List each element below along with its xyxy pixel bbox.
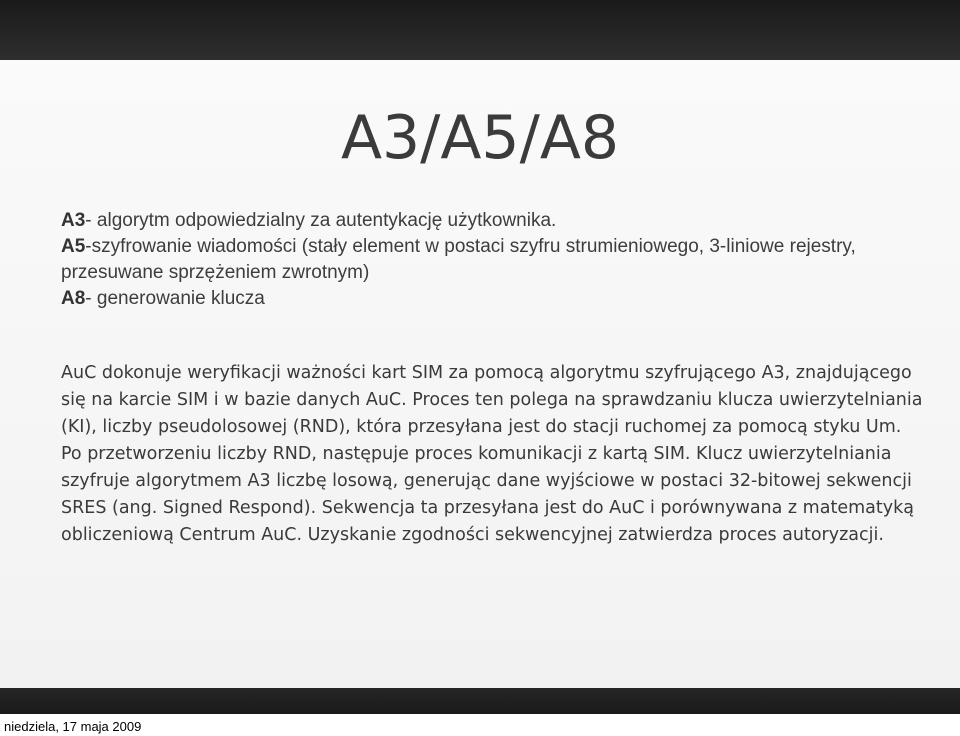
definition-text: - algorytm odpowiedzialny za autentykację użytkownika. [85, 210, 557, 231]
body-paragraph: AuC dokonuje weryfikacji ważności kart SIM za pomocą algorytmu szyfrującego A3, znajdującego się na karcie SIM i w bazie danych AuC. Proces ten polega na sprawdzaniu klucza uwierzytelniania (KI), liczby pseudolosowej (RND), która przesyłana jest do stacji ruchomej za pomocą styku Um. Po przetworzeniu liczby RND, następuje proces komunikacji z kartą SIM. Klucz uwierzytelniania szyfruje algorytmem A3 liczbę losową, generując dane wyjściowe w postaci 32-bitowej sekwencji SRES (ang. Signed Respond). Sekwencja ta przesyłana jest do AuC i porównywana z matematyką obliczeniową Centrum AuC. Uzyskanie zgodności sekwencyjnej zatwierdza proces autoryzacji. [61, 363, 923, 545]
definition-a8 [61, 286, 921, 312]
definition-text: - generowanie klucza [85, 288, 265, 309]
definitions-list [61, 208, 921, 312]
definition-abbr: A8 [61, 288, 86, 309]
bottom-background-band [0, 688, 960, 714]
definition-text: -szyfrowanie wiadomości (stały element w postaci szyfru strumieniowego, 3-liniowe rejestry, przesuwane sprzężeniem zwrotnym) [61, 236, 856, 283]
definition-abbr: A3 [61, 210, 86, 231]
footer-date: niedziela, 17 maja 2009 [4, 719, 142, 734]
definition-abbr: A5 [61, 236, 86, 257]
slide-title: A3/A5/A8 [340, 103, 620, 173]
definition-a3 [61, 208, 921, 234]
top-background-band [0, 0, 960, 60]
definition-a5 [61, 234, 921, 286]
